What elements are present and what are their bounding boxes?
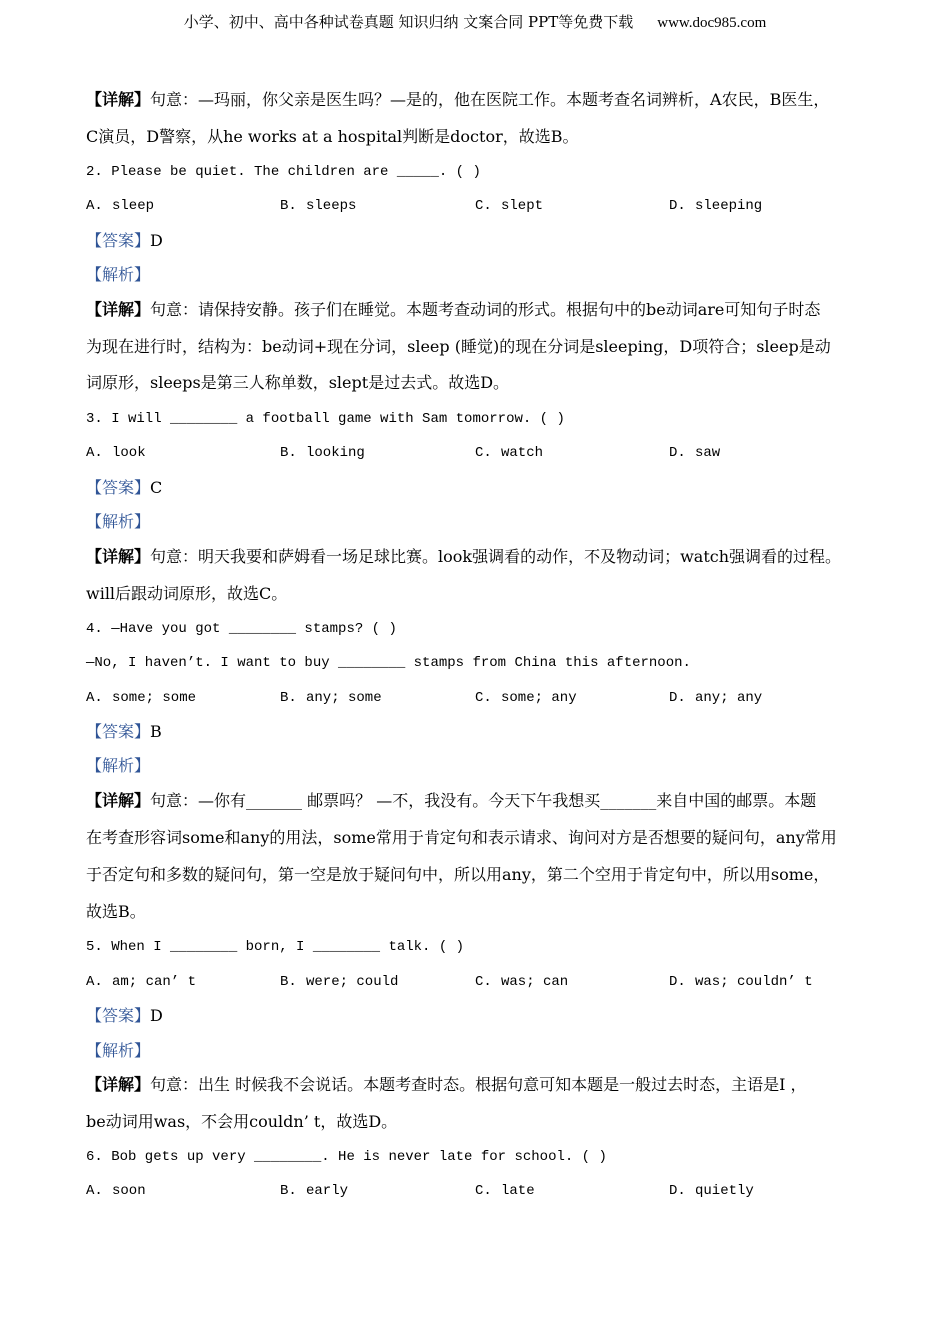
option-a: A. sleep xyxy=(86,198,155,214)
q5-stem: 5. When I ________ born, I ________ talk. ( ) xyxy=(86,939,465,955)
option-a: A. soon xyxy=(86,1183,146,1199)
answer-value: D xyxy=(150,1006,163,1025)
option-c: C. some; any xyxy=(475,690,577,706)
option-b: B. any; some xyxy=(280,690,382,706)
q4-options xyxy=(86,687,866,709)
option-d: D. was; couldn’ t xyxy=(669,974,813,990)
option-a: A. look xyxy=(86,445,146,461)
q6-options xyxy=(86,1180,866,1202)
option-c: C. was; can xyxy=(475,974,569,990)
detail-label: 【详解】 xyxy=(86,1075,151,1094)
q4-detail-line: 于否定句和多数的疑问句，第一空是放于疑问句中，所以用any，第二个空用于肯定句中，所以用some， xyxy=(86,865,830,884)
answer-label: 【答案】 xyxy=(86,231,151,250)
q4-analysis-label: 【解析】 xyxy=(86,756,151,775)
q1-detail-line: C演员，D警察，从he works at a hospital判断是doctor，故选B。 xyxy=(86,127,579,146)
answer-label: 【答案】 xyxy=(86,722,151,741)
q2-detail-line: 词原形，sleeps是第三人称单数，slept是过去式。故选D。 xyxy=(86,373,510,392)
answer-value: B xyxy=(150,722,162,741)
option-a: A. am; can’ t xyxy=(86,974,197,990)
page-header xyxy=(0,11,950,33)
q3-stem: 3. I will ________ a football game with Sam tomorrow. ( ) xyxy=(86,411,565,427)
q2-stem: 2. Please be quiet. The children are _____. ( ) xyxy=(86,164,481,180)
q3-answer xyxy=(86,477,886,499)
q3-analysis-label: 【解析】 xyxy=(86,512,151,531)
option-b: B. early xyxy=(280,1183,349,1199)
detail-text: 句意：请保持安静。孩子们在睡觉。本题考查动词的形式。根据句中的be动词are可知句子时态 xyxy=(150,300,821,319)
q5-detail-line xyxy=(86,1074,886,1096)
answer-value: C xyxy=(150,478,163,497)
answer-label: 【答案】 xyxy=(86,1006,151,1025)
q3-detail-line xyxy=(86,546,886,568)
detail-label: 【详解】 xyxy=(86,300,151,319)
option-c: C. slept xyxy=(475,198,544,214)
detail-text: 句意：—你有_______ 邮票吗？ —不，我没有。今天下午我想买_______来自中国的邮票。本题 xyxy=(150,791,817,810)
detail-text: 句意：明天我要和萨姆看一场足球比赛。look强调看的动作，不及物动词；watch强调看的过程。 xyxy=(150,547,842,566)
option-b: B. looking xyxy=(280,445,365,461)
detail-text: 句意：出生 时候我不会说话。本题考查时态。根据句意可知本题是一般过去时态，主语是I ， xyxy=(150,1075,807,1094)
option-b: B. were; could xyxy=(280,974,399,990)
option-d: D. saw xyxy=(669,445,721,461)
detail-label: 【详解】 xyxy=(86,791,151,810)
q3-detail-line: will后跟动词原形，故选C。 xyxy=(86,584,288,603)
q5-analysis-label: 【解析】 xyxy=(86,1041,151,1060)
option-d: D. quietly xyxy=(669,1183,754,1199)
q2-answer xyxy=(86,230,886,252)
detail-label: 【详解】 xyxy=(86,90,151,109)
q4-detail-line: 故选B。 xyxy=(86,902,146,921)
q2-analysis-label: 【解析】 xyxy=(86,265,151,284)
q4-answer xyxy=(86,721,886,743)
q1-detail-line xyxy=(86,89,886,111)
option-a: A. some; some xyxy=(86,690,197,706)
q3-options xyxy=(86,442,866,464)
option-d: D. sleeping xyxy=(669,198,763,214)
answer-label: 【答案】 xyxy=(86,478,151,497)
option-c: C. late xyxy=(475,1183,535,1199)
q5-answer xyxy=(86,1005,886,1027)
option-b: B. sleeps xyxy=(280,198,357,214)
q2-options xyxy=(86,195,866,217)
q5-options xyxy=(86,971,866,993)
q4-detail-line: 在考查形容词some和any的用法，some常用于肯定句和表示请求、询问对方是否想要的疑问句，any常用 xyxy=(86,828,837,847)
q4-detail-line xyxy=(86,790,886,812)
option-d: D. any; any xyxy=(669,690,763,706)
q4-stem: 4. —Have you got ________ stamps? ( ) xyxy=(86,621,397,637)
detail-label: 【详解】 xyxy=(86,547,151,566)
q2-detail-line: 为现在进行时，结构为：be动词+现在分词，sleep (睡觉)的现在分词是sleeping，D项符合；sleep是动 xyxy=(86,337,831,356)
answer-value: D xyxy=(150,231,163,250)
q4-stem: —No, I haven’t. I want to buy ________ stamps from China this afternoon. xyxy=(86,655,691,671)
detail-text: 句意：—玛丽，你父亲是医生吗？—是的，他在医院工作。本题考查名词辨析，A农民，B医生， xyxy=(150,90,830,109)
option-c: C. watch xyxy=(475,445,544,461)
q2-detail-line xyxy=(86,299,886,321)
q5-detail-line: be动词用was，不会用couldn’ t，故选D。 xyxy=(86,1112,398,1131)
header-site: www.doc985.com xyxy=(657,15,767,31)
q6-stem: 6. Bob gets up very ________. He is never late for school. ( ) xyxy=(86,1149,607,1165)
header-title: 小学、初中、高中各种试卷真题 知识归纳 文案合同 PPT等免费下载 xyxy=(183,13,634,31)
